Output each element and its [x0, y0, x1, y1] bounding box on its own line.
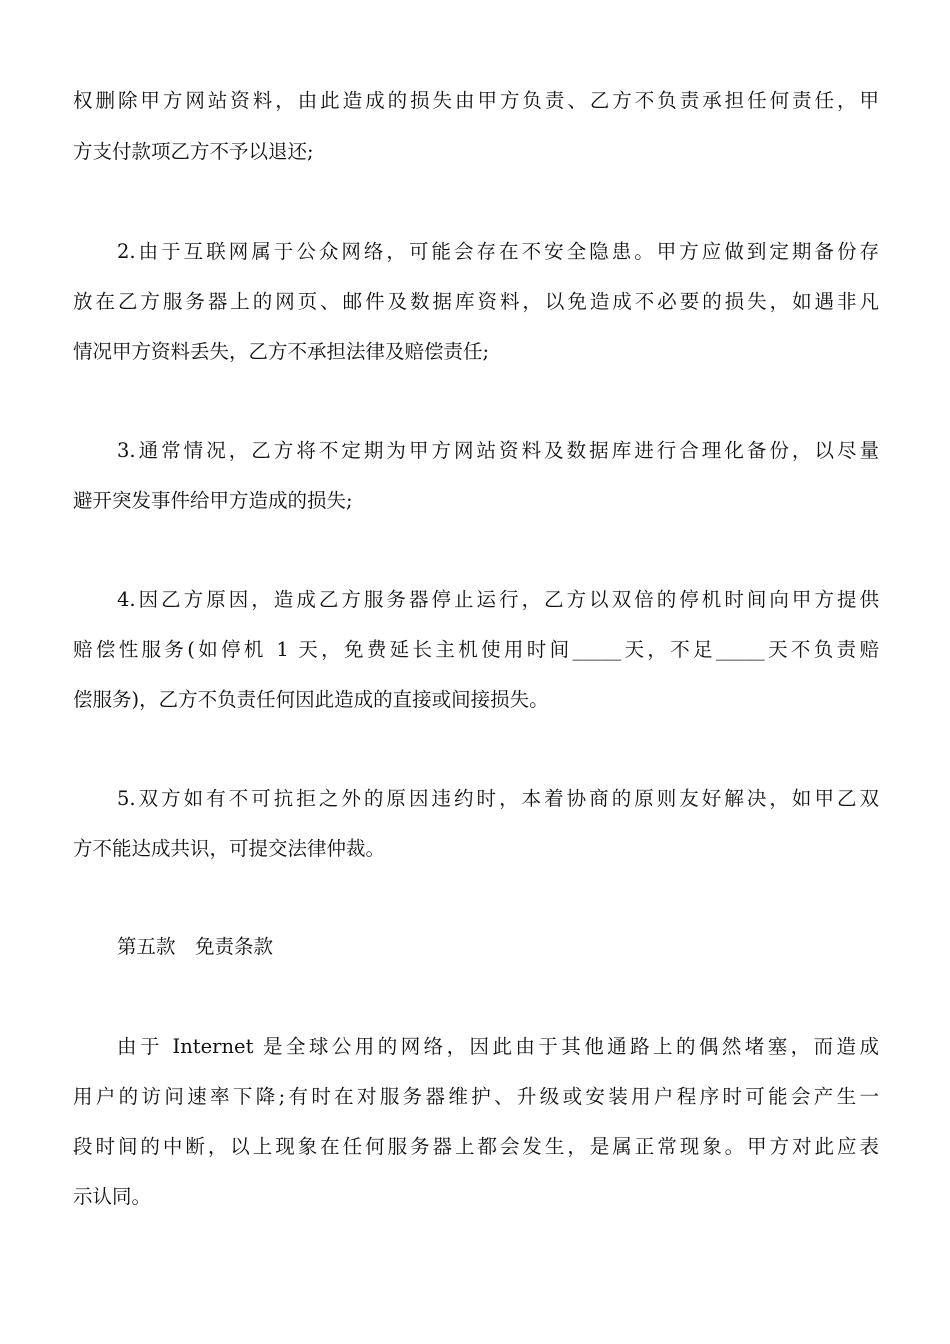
text-line-disclaimer: 用户的访问速率下降;有时在对服务器维护、升级或安装用户程序时可能会产生一 [73, 1085, 879, 1108]
text-line-disclaimer: 段时间的中断，以上现象在任何服务器上都会发生，是属正常现象。甲方对此应表 [73, 1135, 879, 1158]
text-line-item-2-end: 情况甲方资料丢失，乙方不承担法律及赔偿责任; [73, 340, 490, 363]
text-line-item-4-end: 偿服务)，乙方不负责任何因此造成的直接或间接损失。 [73, 688, 549, 711]
section-heading: 第五款 免责条款 [117, 935, 274, 958]
text-line-item-4: 赔偿性服务(如停机 1 天，免费延长主机使用时间_____天，不足_____天不负责赔 [73, 638, 879, 661]
text-line-item-4: 4.因乙方原因，造成乙方服务器停止运行，乙方以双倍的停机时间向甲方提供 [117, 588, 879, 611]
text-line-clause-cont-end: 方支付款项乙方不予以退还; [73, 140, 314, 163]
text-line-clause-cont: 权删除甲方网站资料，由此造成的损失由甲方负责、乙方不负责承担任何责任，甲 [73, 89, 879, 112]
text-line-item-2: 2.由于互联网属于公众网络，可能会存在不安全隐患。甲方应做到定期备份存 [117, 240, 879, 263]
text-line-item-2: 放在乙方服务器上的网页、邮件及数据库资料，以免造成不必要的损失，如遇非凡 [73, 290, 879, 313]
text-line-disclaimer-end: 示认同。 [73, 1185, 152, 1208]
text-line-item-5-end: 方不能达成共识，可提交法律仲裁。 [73, 837, 386, 860]
text-line-item-3-end: 避开突发事件给甲方造成的损失; [73, 489, 353, 512]
text-line-disclaimer: 由于 Internet 是全球公用的网络，因此由于其他通路上的偶然堵塞，而造成 [117, 1035, 879, 1058]
text-line-item-5: 5.双方如有不可抗拒之外的原因违约时，本着协商的原则友好解决，如甲乙双 [117, 787, 879, 810]
text-line-item-3: 3.通常情况，乙方将不定期为甲方网站资料及数据库进行合理化备份，以尽量 [117, 439, 879, 462]
